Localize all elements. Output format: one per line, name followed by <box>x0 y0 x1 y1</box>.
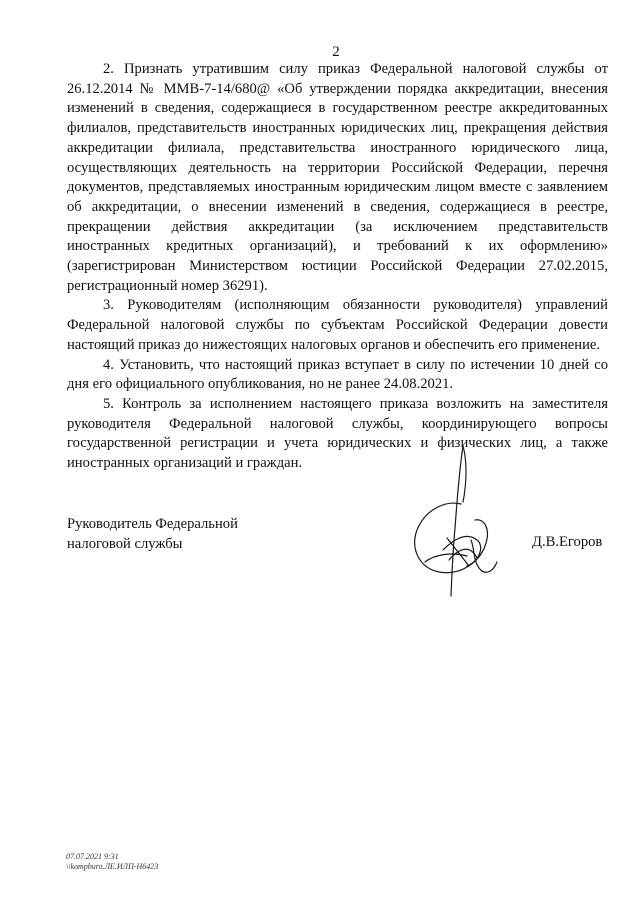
signatory-title <box>67 514 238 554</box>
document-body <box>67 60 608 474</box>
paragraph-2: 2. Признать утратившим силу приказ Федеральной налоговой службы от 26.12.2014 № ММВ-7-14/680@ «Об утверждении порядка аккредитации, внесения изменений в сведения, содержащиеся в государственном реестре аккредитованных филиалов, представительств иностранных юридических лиц, прекращения действия аккредитации филиала, представительства иностранного юридического лица, осуществляющих деятельность на территории Российской Федерации, перечня документов, представляемых иностранным юридическим лицом вместе с заявлением об аккредитации, о внесении изменений в сведения, содержащиеся в реестре, прекращении действия аккредитации (за исключением представительств иностранных кредитных организаций), и требований к их оформлению» (зарегистрирован Министерством юстиции Российской Федерации 27.02.2015, регистрационный номер 36291). <box>67 61 608 294</box>
signatory-title-line2: налоговой службы <box>67 536 183 552</box>
signatory-title-line1: Руководитель Федеральной <box>67 516 238 532</box>
footer-file-path: \\kompburo.ЛЕ.ИЛП-Н6423 <box>66 862 159 871</box>
paragraph-3: 3. Руководителям (исполняющим обязанности руководителя) управлений Федеральной налоговой службы по субъектам Российской Федерации довести настоящий приказ до нижестоящих налоговых органов и обеспечить его применение. <box>67 297 608 353</box>
handwritten-signature <box>405 442 535 602</box>
paragraph-5: 5. Контроль за исполнением настоящего приказа возложить на заместителя руководителя Федеральной налоговой службы, координирующего вопросы государственной регистрации и учета юридических и физических лиц, а также иностранных организаций и граждан. <box>67 395 608 472</box>
footer-timestamp: 07.07.2021 9:31 <box>66 852 119 861</box>
signatory-name: Д.В.Егоров <box>532 534 603 550</box>
paragraph-4: 4. Установить, что настоящий приказ вступает в силу по истечении 10 дней со дня его официального опубликования, но не ранее 24.08.2021. <box>67 356 608 393</box>
page-number: 2 <box>332 44 340 60</box>
document-footer <box>66 852 158 872</box>
